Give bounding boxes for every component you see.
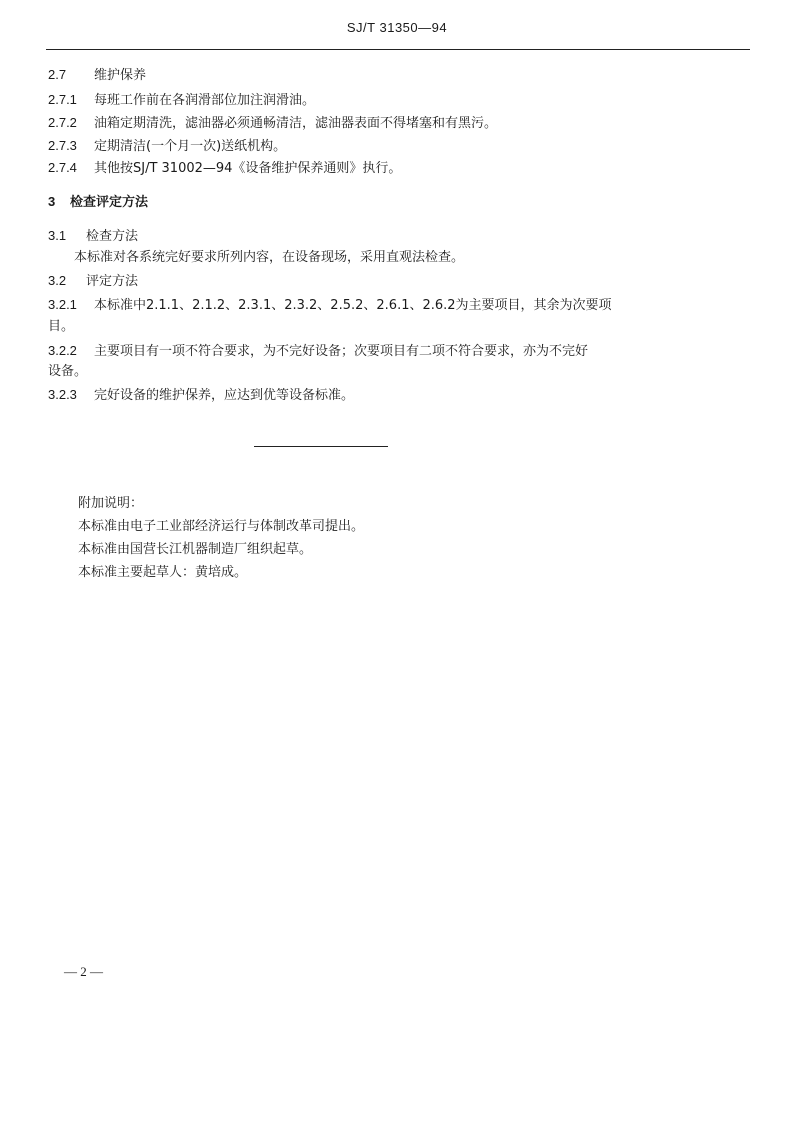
section-number: 3.2.2	[48, 343, 77, 358]
section-3-2-3	[48, 386, 354, 405]
section-text: 其他按SJ/T 31002—94《设备维护保养通则》执行。	[94, 161, 402, 176]
notes-line-1: 本标准由电子工业部经济运行与体制改革司提出。	[78, 519, 365, 534]
section-number: 3.2.1	[48, 297, 77, 312]
section-number: 3	[48, 194, 56, 209]
section-title: 评定方法	[86, 274, 139, 289]
section-2-7-2	[48, 114, 497, 133]
section-text: 油箱定期清洗，滤油器必须通畅清洁，滤油器表面不得堵塞和有黑污。	[94, 116, 498, 131]
section-text: 本标准中2.1.1、2.1.2、2.3.1、2.3.2、2.5.2、2.6.1、2.6.2为主要项目，其余为次要项	[94, 298, 612, 313]
section-3-2-1	[48, 296, 612, 315]
section-title: 检查评定方法	[70, 195, 149, 210]
section-3-1-body: 本标准对各系统完好要求所列内容，在设备现场，采用直观法检查。	[74, 250, 465, 265]
section-number: 3.2	[48, 273, 67, 288]
section-number: 2.7.2	[48, 115, 77, 130]
section-3-1	[48, 227, 138, 246]
notes-line-2: 本标准由国营长江机器制造厂组织起草。	[78, 542, 313, 557]
section-text: 完好设备的维护保养，应达到优等设备标准。	[94, 388, 355, 403]
document-id-header: SJ/T 31350—94	[346, 20, 448, 35]
section-3-heading	[48, 193, 148, 212]
section-number: 3.2.3	[48, 387, 77, 402]
section-number: 2.7.1	[48, 92, 77, 107]
section-number: 2.7.3	[48, 138, 77, 153]
section-2-7-3	[48, 137, 286, 156]
section-title: 维护保养	[94, 68, 147, 83]
section-text: 每班工作前在各润滑部位加注润滑油。	[94, 93, 316, 108]
section-number: 2.7.4	[48, 160, 77, 175]
section-number: 3.1	[48, 228, 67, 243]
end-divider	[254, 446, 388, 447]
section-3-2-1-continuation: 目。	[48, 319, 75, 334]
notes-line-3: 本标准主要起草人：黄培成。	[78, 565, 248, 580]
section-2-7	[48, 66, 146, 85]
page-number: — 2 —	[64, 964, 103, 979]
notes-title: 附加说明：	[78, 496, 144, 511]
section-text: 主要项目有一项不符合要求，为不完好设备；次要项目有二项不符合要求，亦为不完好	[94, 344, 589, 359]
section-3-2-2-continuation: 设备。	[48, 364, 88, 379]
section-3-2	[48, 272, 138, 291]
section-number: 2.7	[48, 67, 67, 82]
section-title: 检查方法	[86, 229, 139, 244]
section-2-7-1	[48, 91, 315, 110]
section-2-7-4	[48, 159, 401, 178]
section-3-2-2	[48, 342, 588, 361]
header-divider	[46, 49, 750, 50]
section-text: 定期清洁(一个月一次)送纸机构。	[94, 139, 287, 154]
